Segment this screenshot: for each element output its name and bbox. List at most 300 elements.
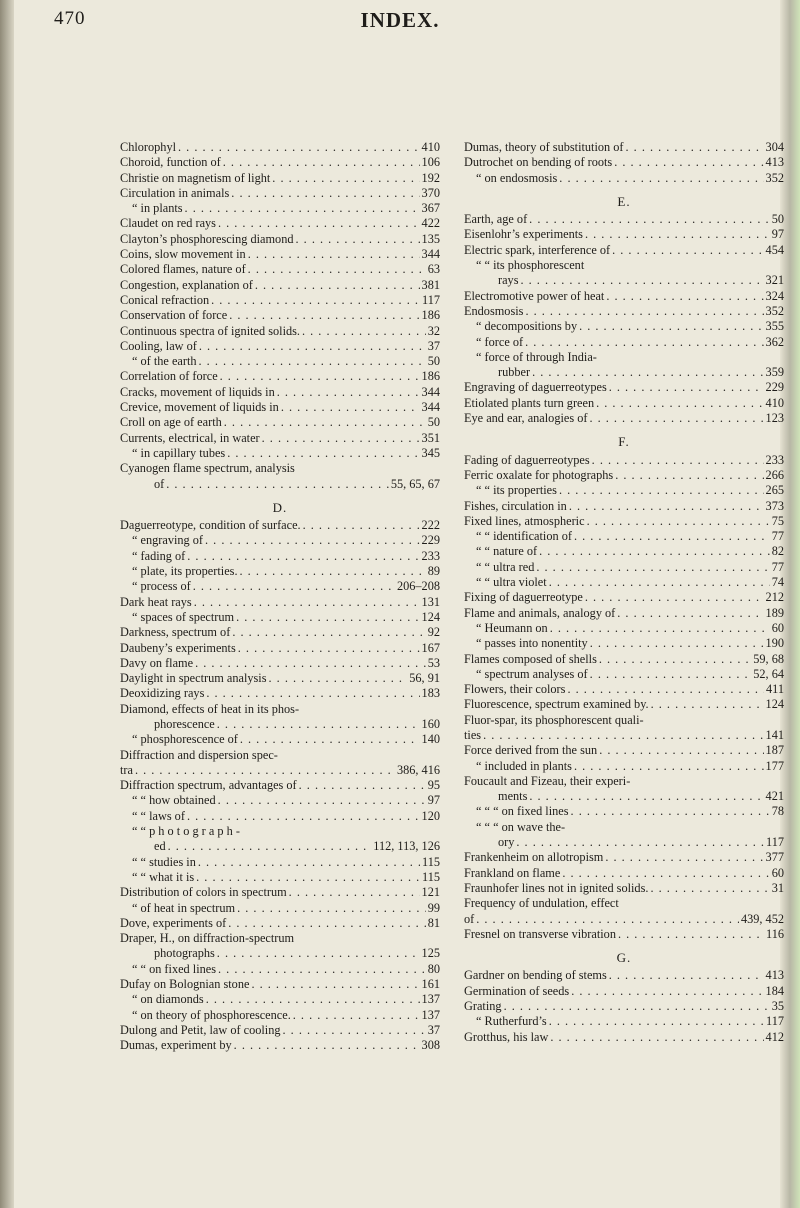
entry-text: “ on diamonds — [132, 992, 204, 1007]
index-entry — [120, 671, 440, 686]
entry-page: 81 — [427, 915, 440, 930]
index-entry — [464, 850, 784, 865]
leader-dots — [193, 579, 395, 594]
index-column-right — [464, 140, 784, 1045]
entry-text: Fluorescence, spectrum examined by. — [464, 697, 649, 712]
index-entry — [464, 667, 784, 682]
entry-page: 186 — [421, 308, 440, 323]
leader-dots — [549, 575, 770, 590]
index-entry — [464, 968, 784, 983]
entry-group-f2 — [464, 743, 784, 774]
leader-dots — [185, 201, 420, 216]
entry-page: 75 — [771, 513, 784, 528]
leader-dots — [612, 243, 763, 258]
entry-text: Gardner on bending of stems — [464, 968, 607, 983]
index-entry — [464, 411, 784, 426]
leader-dots — [525, 304, 763, 319]
index-entry — [120, 385, 440, 400]
entry-page: 192 — [421, 170, 440, 185]
entry-page: 140 — [421, 732, 440, 747]
index-entry — [120, 446, 440, 461]
index-entry — [120, 1008, 440, 1023]
leader-dots — [571, 984, 763, 999]
index-entry-line: Draper, H., on diffraction-spectrum — [120, 931, 295, 946]
leader-dots — [299, 778, 426, 793]
entry-page: 167 — [421, 640, 440, 655]
leader-dots — [574, 529, 770, 544]
index-entry — [464, 697, 784, 712]
index-entry — [120, 870, 440, 885]
index-entry — [464, 636, 784, 651]
leader-dots — [218, 962, 426, 977]
entry-page: 77 — [771, 559, 784, 574]
entry-text: Croll on age of earth — [120, 415, 222, 430]
leader-dots — [559, 483, 764, 498]
index-entry-line: “ force of through India- — [476, 349, 597, 364]
entry-page: 206–208 — [396, 579, 440, 594]
index-entry — [120, 793, 440, 808]
leader-dots — [550, 1030, 763, 1045]
entry-text: Grating — [464, 999, 502, 1014]
leader-dots — [248, 247, 420, 262]
leader-dots — [574, 759, 764, 774]
entry-page: 97 — [427, 793, 440, 808]
entry-text: Flame and animals, analogy of — [464, 605, 616, 620]
index-entry — [120, 354, 440, 369]
leader-dots — [231, 186, 419, 201]
leader-dots — [483, 728, 763, 743]
leader-dots — [227, 446, 419, 461]
entry-text: Crevice, movement of liquids in — [120, 400, 279, 415]
entry-page: 137 — [421, 992, 440, 1007]
leader-dots — [529, 212, 770, 227]
entry-text: “ “ laws of — [132, 808, 185, 823]
index-entry — [120, 171, 440, 186]
index-entry — [464, 544, 784, 559]
page-edge-left — [0, 0, 14, 1208]
leader-dots — [596, 396, 763, 411]
entry-page: 377 — [765, 850, 784, 865]
entry-page: 78 — [771, 804, 784, 819]
entry-text: Electric spark, interference of — [464, 242, 611, 257]
entry-text: Colored flames, nature of — [120, 262, 246, 277]
leader-dots — [549, 1014, 764, 1029]
index-entry-line: Diffraction and dispersion spec- — [120, 747, 278, 762]
index-entry — [120, 579, 440, 594]
entry-page: 177 — [765, 758, 784, 773]
entry-group-f5 — [464, 927, 784, 942]
section-letter-d: D. — [272, 499, 288, 515]
entry-page: 413 — [765, 968, 784, 983]
entry-text: Dark heat rays — [120, 594, 192, 609]
entry-group-d4 — [120, 962, 440, 1054]
index-entry — [120, 549, 440, 564]
leader-dots — [521, 273, 764, 288]
entry-text: phorescence — [154, 716, 215, 731]
index-entry — [120, 641, 440, 656]
entry-text: “ “ ultra violet — [476, 575, 547, 590]
leader-dots — [194, 595, 420, 610]
index-entry — [464, 927, 784, 942]
entry-text: Continuous spectra of ignited solids. — [120, 323, 300, 338]
entry-page: 112, 113, 126 — [373, 839, 440, 854]
index-entry-line: Diamond, effects of heat in its phos- — [120, 701, 300, 716]
entry-text: of — [464, 911, 475, 926]
entry-page: 413 — [765, 155, 784, 170]
entry-page: 52, 64 — [753, 666, 784, 681]
entry-text: Congestion, explanation of — [120, 277, 253, 292]
entry-page: 50 — [427, 354, 440, 369]
index-entry-line: Cyanogen flame spectrum, analysis — [120, 461, 295, 476]
leader-dots — [650, 881, 769, 896]
index-entry-line: “ “ its phosphorescent — [476, 258, 585, 273]
index-entry — [464, 804, 784, 819]
index-entry — [464, 335, 784, 350]
index-entry — [120, 262, 440, 277]
index-entry — [120, 962, 440, 977]
entry-text: “ spectrum analyses of — [476, 666, 588, 681]
entry-text: photographs — [154, 946, 215, 961]
index-entry — [464, 212, 784, 227]
index-entry — [464, 1014, 784, 1029]
entry-text: “ force of — [476, 334, 524, 349]
index-entry — [120, 977, 440, 992]
entry-page: 421 — [765, 789, 784, 804]
index-entry — [120, 518, 440, 533]
index-entry — [120, 369, 440, 384]
entry-page: 381 — [421, 277, 440, 292]
index-entry — [464, 590, 784, 605]
leader-dots — [289, 885, 420, 900]
index-entry — [120, 140, 440, 155]
entry-page: 439, 452 — [740, 911, 784, 926]
leader-dots — [651, 697, 764, 712]
entry-text: Germination of seeds — [464, 983, 570, 998]
entry-page: 131 — [421, 594, 440, 609]
leader-dots — [187, 809, 420, 824]
entry-page: 352 — [765, 170, 784, 185]
entry-page: 229 — [421, 533, 440, 548]
entry-page: 410 — [765, 395, 784, 410]
section-letter-e: E. — [617, 193, 631, 209]
entry-page: 50 — [771, 212, 784, 227]
leader-dots — [587, 514, 770, 529]
index-entry — [120, 610, 440, 625]
leader-dots — [196, 870, 420, 885]
entry-text: Cracks, movement of liquids in — [120, 384, 275, 399]
entry-text: Daylight in spectrum analysis — [120, 671, 267, 686]
entry-group-f3 — [464, 804, 784, 819]
entry-text: “ engraving of — [132, 533, 204, 548]
index-entry — [120, 324, 440, 339]
leader-dots — [166, 477, 389, 492]
entry-text: Choroid, function of — [120, 155, 221, 170]
entry-text: “ “ “ on fixed lines — [476, 804, 569, 819]
entry-text: “ phosphorescence of — [132, 732, 238, 747]
entry-text: “ included in plants — [476, 758, 572, 773]
entry-page: 124 — [421, 609, 440, 624]
index-entry — [464, 728, 784, 743]
entry-text: Eisenlohr’s experiments — [464, 227, 583, 242]
leader-dots — [599, 743, 763, 758]
entry-group-d2 — [120, 778, 440, 824]
leader-dots — [217, 717, 420, 732]
leader-dots — [618, 927, 764, 942]
entry-text: “ “ nature of — [476, 544, 538, 559]
entry-page: 92 — [427, 625, 440, 640]
index-entry — [120, 293, 440, 308]
index-entry — [120, 656, 440, 671]
entry-page: 352 — [765, 303, 784, 318]
entry-text: Christie on magnetism of light — [120, 170, 271, 185]
index-entry — [120, 686, 440, 701]
entry-group-e3 — [464, 380, 784, 426]
entry-page: 123 — [765, 411, 784, 426]
leader-dots — [585, 227, 770, 242]
index-entry — [120, 477, 440, 492]
leader-dots — [217, 946, 420, 961]
leader-dots — [229, 308, 419, 323]
leader-dots — [195, 656, 426, 671]
index-entry — [120, 415, 440, 430]
leader-dots — [296, 232, 420, 247]
index-entry — [464, 759, 784, 774]
entry-page: 344 — [421, 247, 440, 262]
entry-page: 233 — [421, 548, 440, 563]
entry-page: 344 — [421, 384, 440, 399]
entry-page: 308 — [421, 1038, 440, 1053]
entry-page: 160 — [421, 716, 440, 731]
entry-page: 56, 91 — [409, 671, 440, 686]
entry-page: 184 — [765, 983, 784, 998]
leader-dots — [234, 1038, 420, 1053]
leader-dots — [579, 319, 763, 334]
entry-text: Dumas, theory of substitution of — [464, 140, 624, 154]
index-entry — [464, 984, 784, 999]
index-entry — [464, 483, 784, 498]
leader-dots — [589, 411, 763, 426]
entry-page: 351 — [421, 430, 440, 445]
entry-group-e1 — [464, 212, 784, 258]
entry-page: 186 — [421, 369, 440, 384]
index-entry — [120, 625, 440, 640]
index-entry — [120, 564, 440, 579]
entry-text: Chlorophyl — [120, 140, 177, 154]
index-entry — [464, 575, 784, 590]
index-entry — [120, 278, 440, 293]
index-entry — [120, 855, 440, 870]
entry-text: Dove, experiments of — [120, 915, 227, 930]
leader-dots — [536, 560, 769, 575]
entry-text: Grotthus, his law — [464, 1029, 549, 1044]
entry-page: 77 — [771, 529, 784, 544]
entry-text: Fishes, circulation in — [464, 498, 567, 513]
entry-page: 37 — [427, 1022, 440, 1037]
leader-dots — [569, 499, 764, 514]
leader-dots — [504, 999, 770, 1014]
index-entry — [120, 916, 440, 931]
entry-page: 115 — [422, 854, 440, 869]
index-entry — [120, 809, 440, 824]
index-entry — [120, 717, 440, 732]
leader-dots — [559, 171, 763, 186]
index-entry-line: Frequency of undulation, effect — [464, 896, 619, 911]
leader-dots — [269, 671, 408, 686]
index-entry — [464, 243, 784, 258]
leader-dots — [609, 968, 764, 983]
leader-dots — [293, 1008, 420, 1023]
entry-page: 97 — [771, 227, 784, 242]
index-entry — [464, 365, 784, 380]
entry-text: Conservation of force — [120, 308, 228, 323]
entry-page: 367 — [421, 201, 440, 216]
entry-group-f4 — [464, 850, 784, 896]
entry-text: rubber — [498, 365, 531, 380]
entry-text: Daubeny’s experiments — [120, 640, 236, 655]
entry-group-d1 — [120, 518, 440, 702]
index-entry — [120, 901, 440, 916]
entry-text: Currents, electrical, in water — [120, 430, 260, 445]
leader-dots — [615, 468, 763, 483]
entry-page: 359 — [765, 365, 784, 380]
leader-dots — [211, 293, 420, 308]
leader-dots — [283, 1023, 426, 1038]
entry-text: “ “ what it is — [132, 869, 195, 884]
entry-text: Endosmosis — [464, 303, 524, 318]
entry-text: rays — [498, 273, 519, 288]
entry-page: 304 — [765, 140, 784, 154]
entry-page: 321 — [765, 273, 784, 288]
entry-page: 265 — [765, 483, 784, 498]
entry-page: 454 — [765, 242, 784, 257]
entry-page: 63 — [427, 262, 440, 277]
leader-dots — [255, 278, 420, 293]
leader-dots — [178, 140, 420, 155]
index-entry — [120, 201, 440, 216]
entry-page: 222 — [421, 518, 440, 533]
index-entry — [120, 1023, 440, 1038]
entry-text: Flames composed of shells — [464, 651, 597, 666]
entry-page: 80 — [427, 961, 440, 976]
entry-group-g — [464, 968, 784, 1044]
entry-page: 55, 65, 67 — [390, 476, 440, 491]
entry-text: Fixing of daguerreotype — [464, 590, 583, 605]
entry-group-f1 — [464, 453, 784, 713]
leader-dots — [592, 453, 764, 468]
entry-text: “ “ its properties — [476, 483, 557, 498]
leader-dots — [205, 533, 420, 548]
leader-dots — [237, 901, 426, 916]
entry-page: 345 — [421, 445, 440, 460]
entry-text: Dutrochet on bending of roots — [464, 155, 613, 170]
leader-dots — [529, 789, 763, 804]
index-entry — [120, 232, 440, 247]
index-entry — [120, 339, 440, 354]
entry-page: 324 — [765, 288, 784, 303]
index-entry — [464, 304, 784, 319]
leader-dots — [525, 335, 763, 350]
entry-group-d5 — [464, 140, 784, 186]
entry-text: Deoxidizing rays — [120, 686, 205, 701]
entry-page: 74 — [771, 575, 784, 590]
entry-text: Fraunhofer lines not in ignited solids. — [464, 880, 649, 895]
index-entry — [120, 400, 440, 415]
entry-text: Cooling, law of — [120, 338, 197, 353]
index-entry — [464, 155, 784, 170]
entry-page: 121 — [421, 885, 440, 900]
leader-dots — [302, 324, 426, 339]
entry-page: 229 — [765, 380, 784, 395]
entry-text: “ “ studies in — [132, 854, 196, 869]
index-entry — [464, 999, 784, 1014]
index-entry — [464, 652, 784, 667]
index-entry — [464, 560, 784, 575]
index-entry — [464, 866, 784, 881]
entry-text: ments — [498, 789, 528, 804]
entry-text: Distribution of colors in spectrum — [120, 885, 287, 900]
section-letter-f: F. — [618, 434, 630, 450]
leader-dots — [238, 641, 420, 656]
leader-dots — [240, 564, 426, 579]
entry-page: 116 — [766, 926, 784, 941]
entry-page: 117 — [766, 1014, 784, 1029]
entry-page: 422 — [421, 216, 440, 231]
index-entry — [120, 885, 440, 900]
index-entry-line: Fluor-spar, its phosphorescent quali- — [464, 712, 644, 727]
index-entry — [120, 247, 440, 262]
page-number: 470 — [54, 8, 86, 29]
entry-page: 141 — [765, 727, 784, 742]
entry-text: “ process of — [132, 579, 191, 594]
entry-text: “ “ identification of — [476, 529, 572, 544]
entry-text: “ Rutherfurd’s — [476, 1014, 547, 1029]
entry-page: 125 — [421, 946, 440, 961]
index-entry — [120, 431, 440, 446]
entry-page: 31 — [771, 880, 784, 895]
entry-page: 233 — [765, 452, 784, 467]
leader-dots — [606, 289, 763, 304]
entry-text: Flowers, their colors — [464, 682, 566, 697]
leader-dots — [223, 155, 420, 170]
leader-dots — [562, 866, 769, 881]
leader-dots — [135, 763, 395, 778]
index-entry — [464, 227, 784, 242]
leader-dots — [614, 155, 763, 170]
entry-group-e2 — [464, 289, 784, 350]
index-entry — [120, 732, 440, 747]
entry-text: Coins, slow movement in — [120, 247, 246, 262]
leader-dots — [248, 262, 426, 277]
entry-text: “ Heumann on — [476, 620, 548, 635]
entry-text: Dumas, experiment by — [120, 1038, 232, 1053]
entry-text: Engraving of daguerreotypes — [464, 380, 607, 395]
entry-group-c — [120, 140, 440, 461]
index-entry — [464, 789, 784, 804]
index-entry-line: “ “ “ on wave the- — [476, 819, 566, 834]
index-entry — [464, 682, 784, 697]
leader-dots — [281, 400, 420, 415]
entry-text: ory — [498, 835, 515, 850]
entry-text: Electromotive power of heat — [464, 288, 605, 303]
leader-dots — [590, 667, 752, 682]
entry-page: 120 — [421, 808, 440, 823]
entry-text: “ “ ultra red — [476, 559, 535, 574]
index-entry — [464, 606, 784, 621]
leader-dots — [626, 140, 764, 155]
entry-page: 59, 68 — [753, 651, 784, 666]
leader-dots — [199, 354, 426, 369]
index-entry — [120, 186, 440, 201]
